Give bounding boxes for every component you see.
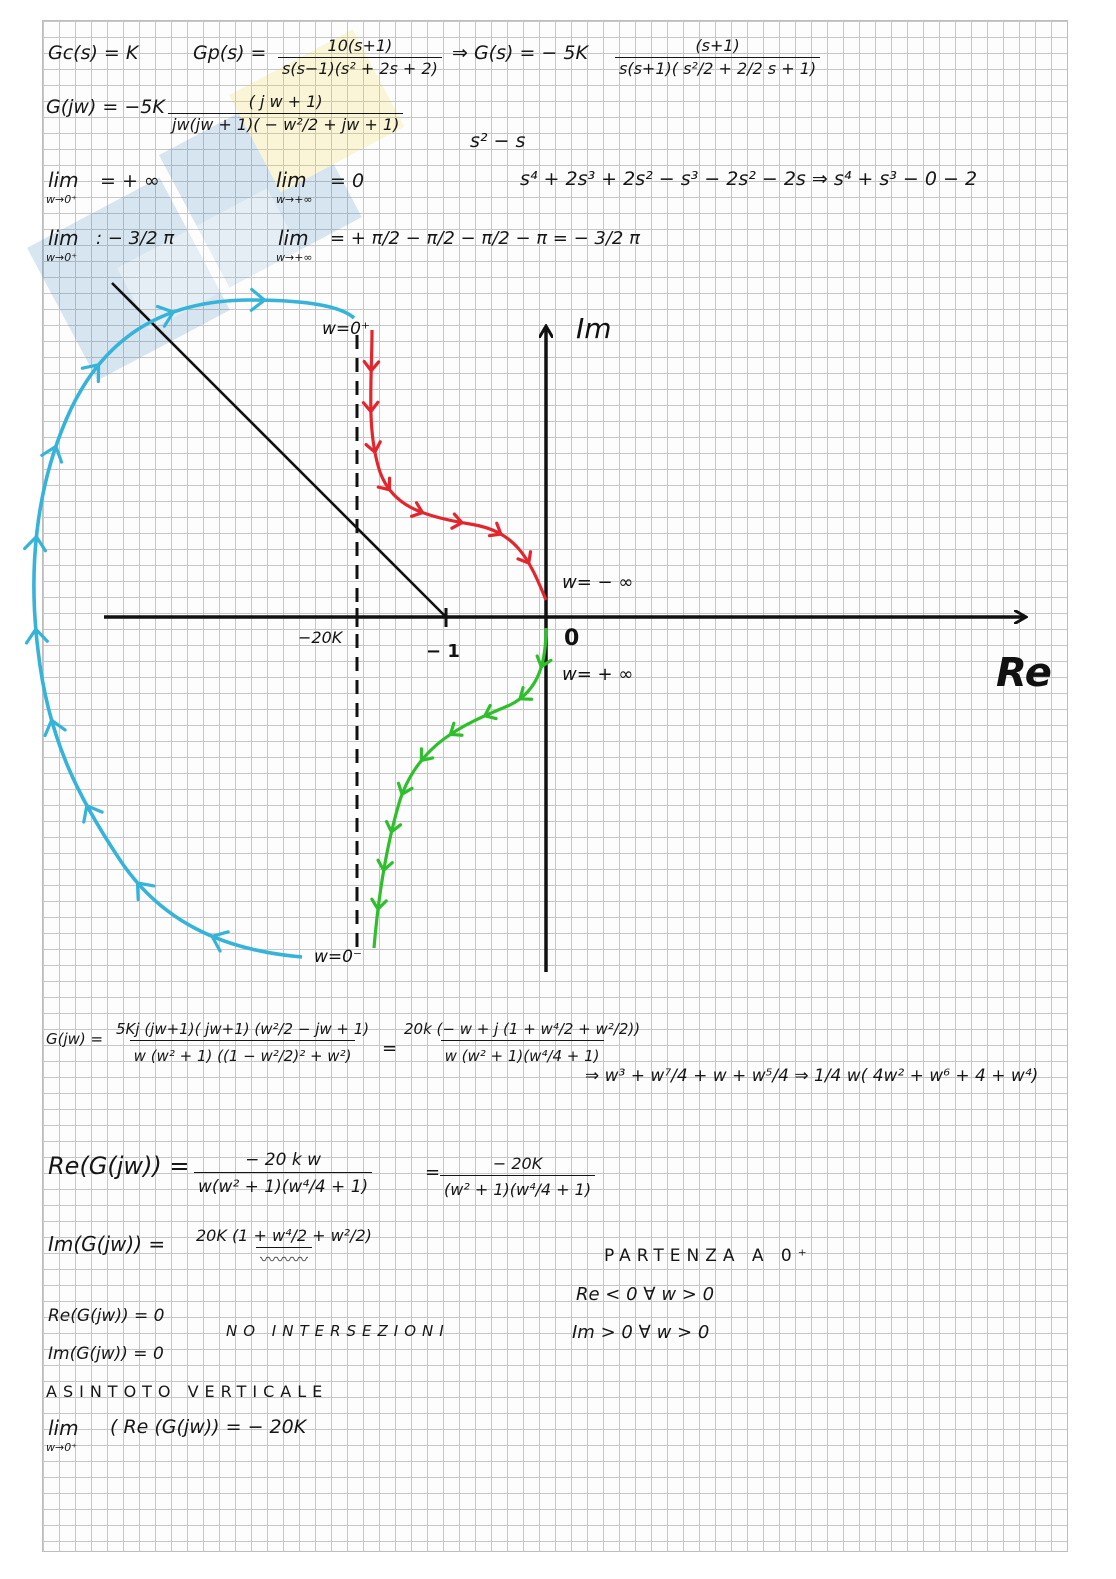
g-denominator: s(s+1)( s²/2 + 2/2 s + 1) xyxy=(615,57,820,77)
re-denominator: w(w² + 1)(w⁴/4 + 1) xyxy=(194,1172,372,1196)
gjw-lhs: G(jw) = −5K xyxy=(46,96,165,118)
re-fraction xyxy=(194,1152,372,1196)
gc-equation: Gc(s) = K xyxy=(48,42,139,64)
limit-2-sub: w→+∞ xyxy=(276,193,313,206)
re2-denominator: (w² + 1)(w⁴/4 + 1) xyxy=(440,1175,595,1198)
s2-minus-s: s² − s xyxy=(470,130,526,152)
w-minus-inf-label: w= − ∞ xyxy=(562,572,634,593)
limit-1-op: lim xyxy=(48,168,79,192)
g-lhs: ⇒ G(s) = − 5K xyxy=(452,42,588,64)
re-numerator: − 20 k w xyxy=(245,1150,321,1170)
gp-lhs: Gp(s) = xyxy=(193,42,267,64)
asym-lim-body: ( Re (G(jw)) = − 20K xyxy=(110,1416,307,1438)
limit-2-op: lim xyxy=(276,168,307,192)
im-zero-eq: Im(G(jw)) = 0 xyxy=(48,1344,164,1364)
re-equals: = xyxy=(425,1162,441,1183)
origin-label: 0 xyxy=(564,626,580,651)
gjw-denominator: jw(jw + 1)( − w²/2 + jw + 1) xyxy=(168,113,403,133)
direction-arrows xyxy=(25,289,551,951)
real-axis-label: Re xyxy=(996,650,1052,696)
deriv-equals: = xyxy=(382,1038,398,1059)
deriv-eq2-fraction xyxy=(400,1022,644,1064)
limit-4-value: = + π/2 − π/2 − π/2 − π = − 3/2 π xyxy=(330,228,640,249)
gjw-numerator: ( j w + 1) xyxy=(248,92,323,111)
deriv-gjw-numerator: 5Kj (jw+1)( jw+1) (w²/2 − jw + 1) xyxy=(116,1020,370,1038)
polynomial-expansion: s⁴ + 2s³ + 2s² − s³ − 2s² − 2s ⇒ s⁴ + s³ − 0 − 2 xyxy=(520,168,978,190)
g-numerator: (s+1) xyxy=(695,36,740,55)
limit-3-sub: w→0⁺ xyxy=(46,251,78,264)
deriv-gjw-fraction xyxy=(112,1022,373,1064)
limit-2-value: = 0 xyxy=(330,170,365,192)
re2-numerator: − 20K xyxy=(492,1154,543,1173)
asym-lim-op: lim xyxy=(48,1416,79,1440)
deriv-eq2-numerator: 20k (− w + j (1 + w⁴/2 + w²/2)) xyxy=(404,1020,641,1038)
re-zero-eq: Re(G(jw)) = 0 xyxy=(48,1306,165,1326)
im-numerator: 20K (1 + w⁴/2 + w²/2) xyxy=(196,1226,372,1245)
im-fraction xyxy=(192,1228,376,1268)
w0minus-label: w=0⁻ xyxy=(314,947,362,967)
im-denominator-squiggle: 〰〰〰 xyxy=(256,1247,312,1268)
gp-denominator: s(s−1)(s² + 2s + 2) xyxy=(278,57,442,77)
limit-1-sub: w→0⁺ xyxy=(46,193,78,206)
asym-lim-sub: w→0⁺ xyxy=(46,1441,78,1454)
w-plus-inf-label: w= + ∞ xyxy=(562,664,634,685)
start-re-condition: Re < 0 ∀ w > 0 xyxy=(576,1284,715,1305)
asymptote-title: ASINTOTO VERTICALE xyxy=(46,1382,329,1401)
minus1-label: − 1 xyxy=(426,641,460,662)
imaginary-axis-label: Im xyxy=(576,312,612,345)
no-intersections: NO INTERSEZIONI xyxy=(226,1322,450,1340)
limit-3-op: lim xyxy=(48,226,79,250)
re2-fraction xyxy=(440,1156,595,1198)
minus20k-label: −20K xyxy=(298,628,343,647)
gp-numerator: 10(s+1) xyxy=(327,36,393,55)
deriv-gjw-lhs: G(jw) = xyxy=(46,1030,104,1048)
limit-4-sub: w→+∞ xyxy=(276,251,313,264)
im-lhs: Im(G(jw)) = xyxy=(48,1232,166,1256)
diagonal-line xyxy=(112,283,446,617)
start-title: PARTENZA A 0⁺ xyxy=(604,1246,813,1266)
w0plus-label: w=0⁺ xyxy=(322,319,370,339)
limit-4-op: lim xyxy=(278,226,309,250)
re-lhs: Re(G(jw)) = xyxy=(48,1152,190,1180)
deriv-expansion: ⇒ w³ + w⁷/4 + w + w⁵/4 ⇒ 1/4 w( 4w² + w⁶ + 4 + w⁴) xyxy=(585,1066,1039,1086)
deriv-eq2-denominator: w (w² + 1)(w⁴/4 + 1) xyxy=(441,1040,604,1064)
deriv-gjw-denominator: w (w² + 1) ((1 − w²/2)² + w²) xyxy=(130,1040,356,1064)
limit-1-value: = + ∞ xyxy=(100,170,160,192)
start-im-condition: Im > 0 ∀ w > 0 xyxy=(572,1322,710,1343)
limit-3-value: : − 3/2 π xyxy=(96,228,175,249)
